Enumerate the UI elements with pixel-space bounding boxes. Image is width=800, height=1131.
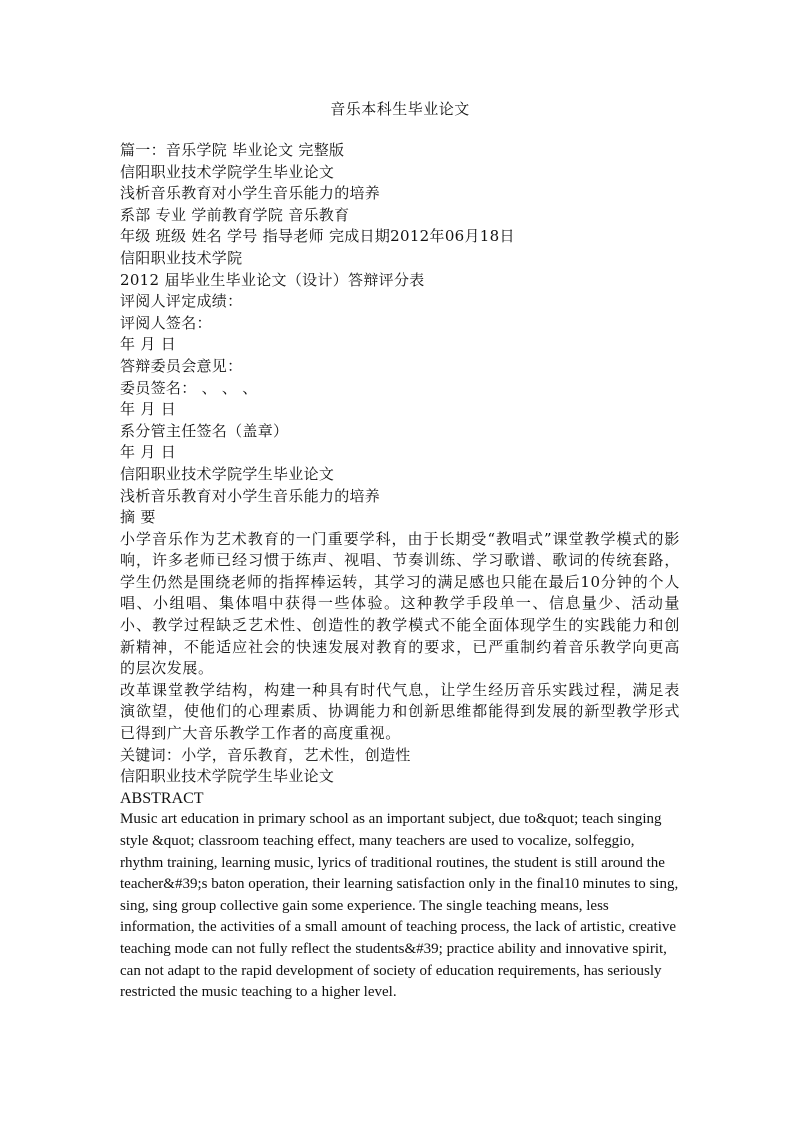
abstract-label: 摘 要 [120,508,156,527]
english-abstract-heading: ABSTRACT [120,789,204,807]
score-form-title: 2012 届毕业生毕业论文（设计）答辩评分表 [120,270,425,289]
english-abstract-paragraph: Music art education in primary school as an important subject, due to&quot; teach singing style &quot; classroom teaching effect, many teachers are used to vocalize, solfeggio, rhythm training, learning music, lyrics of traditional routines, the student is still around the teacher&#39;s baton operation, their learning satisfaction only in the final10 minutes to sing, sing, sing group collective gain some experience. The single teaching means, less information, the activities of a small amount of teaching process, the lack of artistic, creative teaching mode can not fully reflect the students&#39; practice ability and innovative spirit, can not adapt to the rapid development of society of education requirements, has seriously restricted the music teaching to a higher level. [120,811,679,1001]
abstract-paragraph: 小学音乐作为艺术教育的一门重要学科，由于长期受“教唱式”课堂教学模式的影响，许多老师已经习惯于练声、视唱、节奏训练、学习歌谱、歌词的传统套路，学生仍然是围绕老师的指挥棒运转，其学习的满足感也只能在最后10分钟的个人唱、小组唱、集体唱中获得一些体验。这种教学手段单一、信息量少、活动量小、教学过程缺乏艺术性、创造性的教学模式不能全面体现学生的实践能力和创新精神，不能适应社会的快速发展对教育的要求，已严重制约着音乐教学向更高的层次发展。 [120,529,680,678]
committee-signature-line: 委员签名： 、 、 、 [120,378,258,397]
document-title: 音乐本科生毕业论文 [330,100,470,118]
thesis-title-line: 浅析音乐教育对小学生音乐能力的培养 [120,184,381,203]
abstract-paragraph: 改革课堂教学结构，构建一种具有时代气息，让学生经历音乐实践过程，满足表演欲望，使他们的心理素质、协调能力和创新思维都能得到发展的新型教学形式已得到广大音乐教学工作者的高度重视。 [120,680,680,743]
school-name-line: 信阳职业技术学院学生毕业论文 [120,767,335,786]
committee-opinion-line: 答辩委员会意见： [120,356,243,375]
date-line: 年 月 日 [120,400,177,419]
date-line: 年 月 日 [120,443,177,462]
student-info-line: 年级 班级 姓名 学号 指导老师 完成日期2012年06月18日 [120,227,515,246]
school-name-line: 信阳职业技术学院学生毕业论文 [120,162,335,181]
director-signature-line: 系分管主任签名（盖章） [120,421,289,440]
school-line: 信阳职业技术学院 [120,248,243,267]
school-name-line: 信阳职业技术学院学生毕业论文 [120,464,335,483]
document-body [120,140,680,1004]
date-line: 年 月 日 [120,335,177,354]
thesis-title-line: 浅析音乐教育对小学生音乐能力的培养 [120,486,381,505]
heading-line: 篇一：音乐学院 毕业论文 完整版 [120,141,345,159]
department-line: 系部 专业 学前教育学院 音乐教育 [120,205,350,224]
keywords-line: 关键词：小学，音乐教育，艺术性，创造性 [120,745,411,764]
reviewer-signature-line: 评阅人签名： [120,313,212,332]
reviewer-grade-line: 评阅人评定成绩： [120,292,243,311]
